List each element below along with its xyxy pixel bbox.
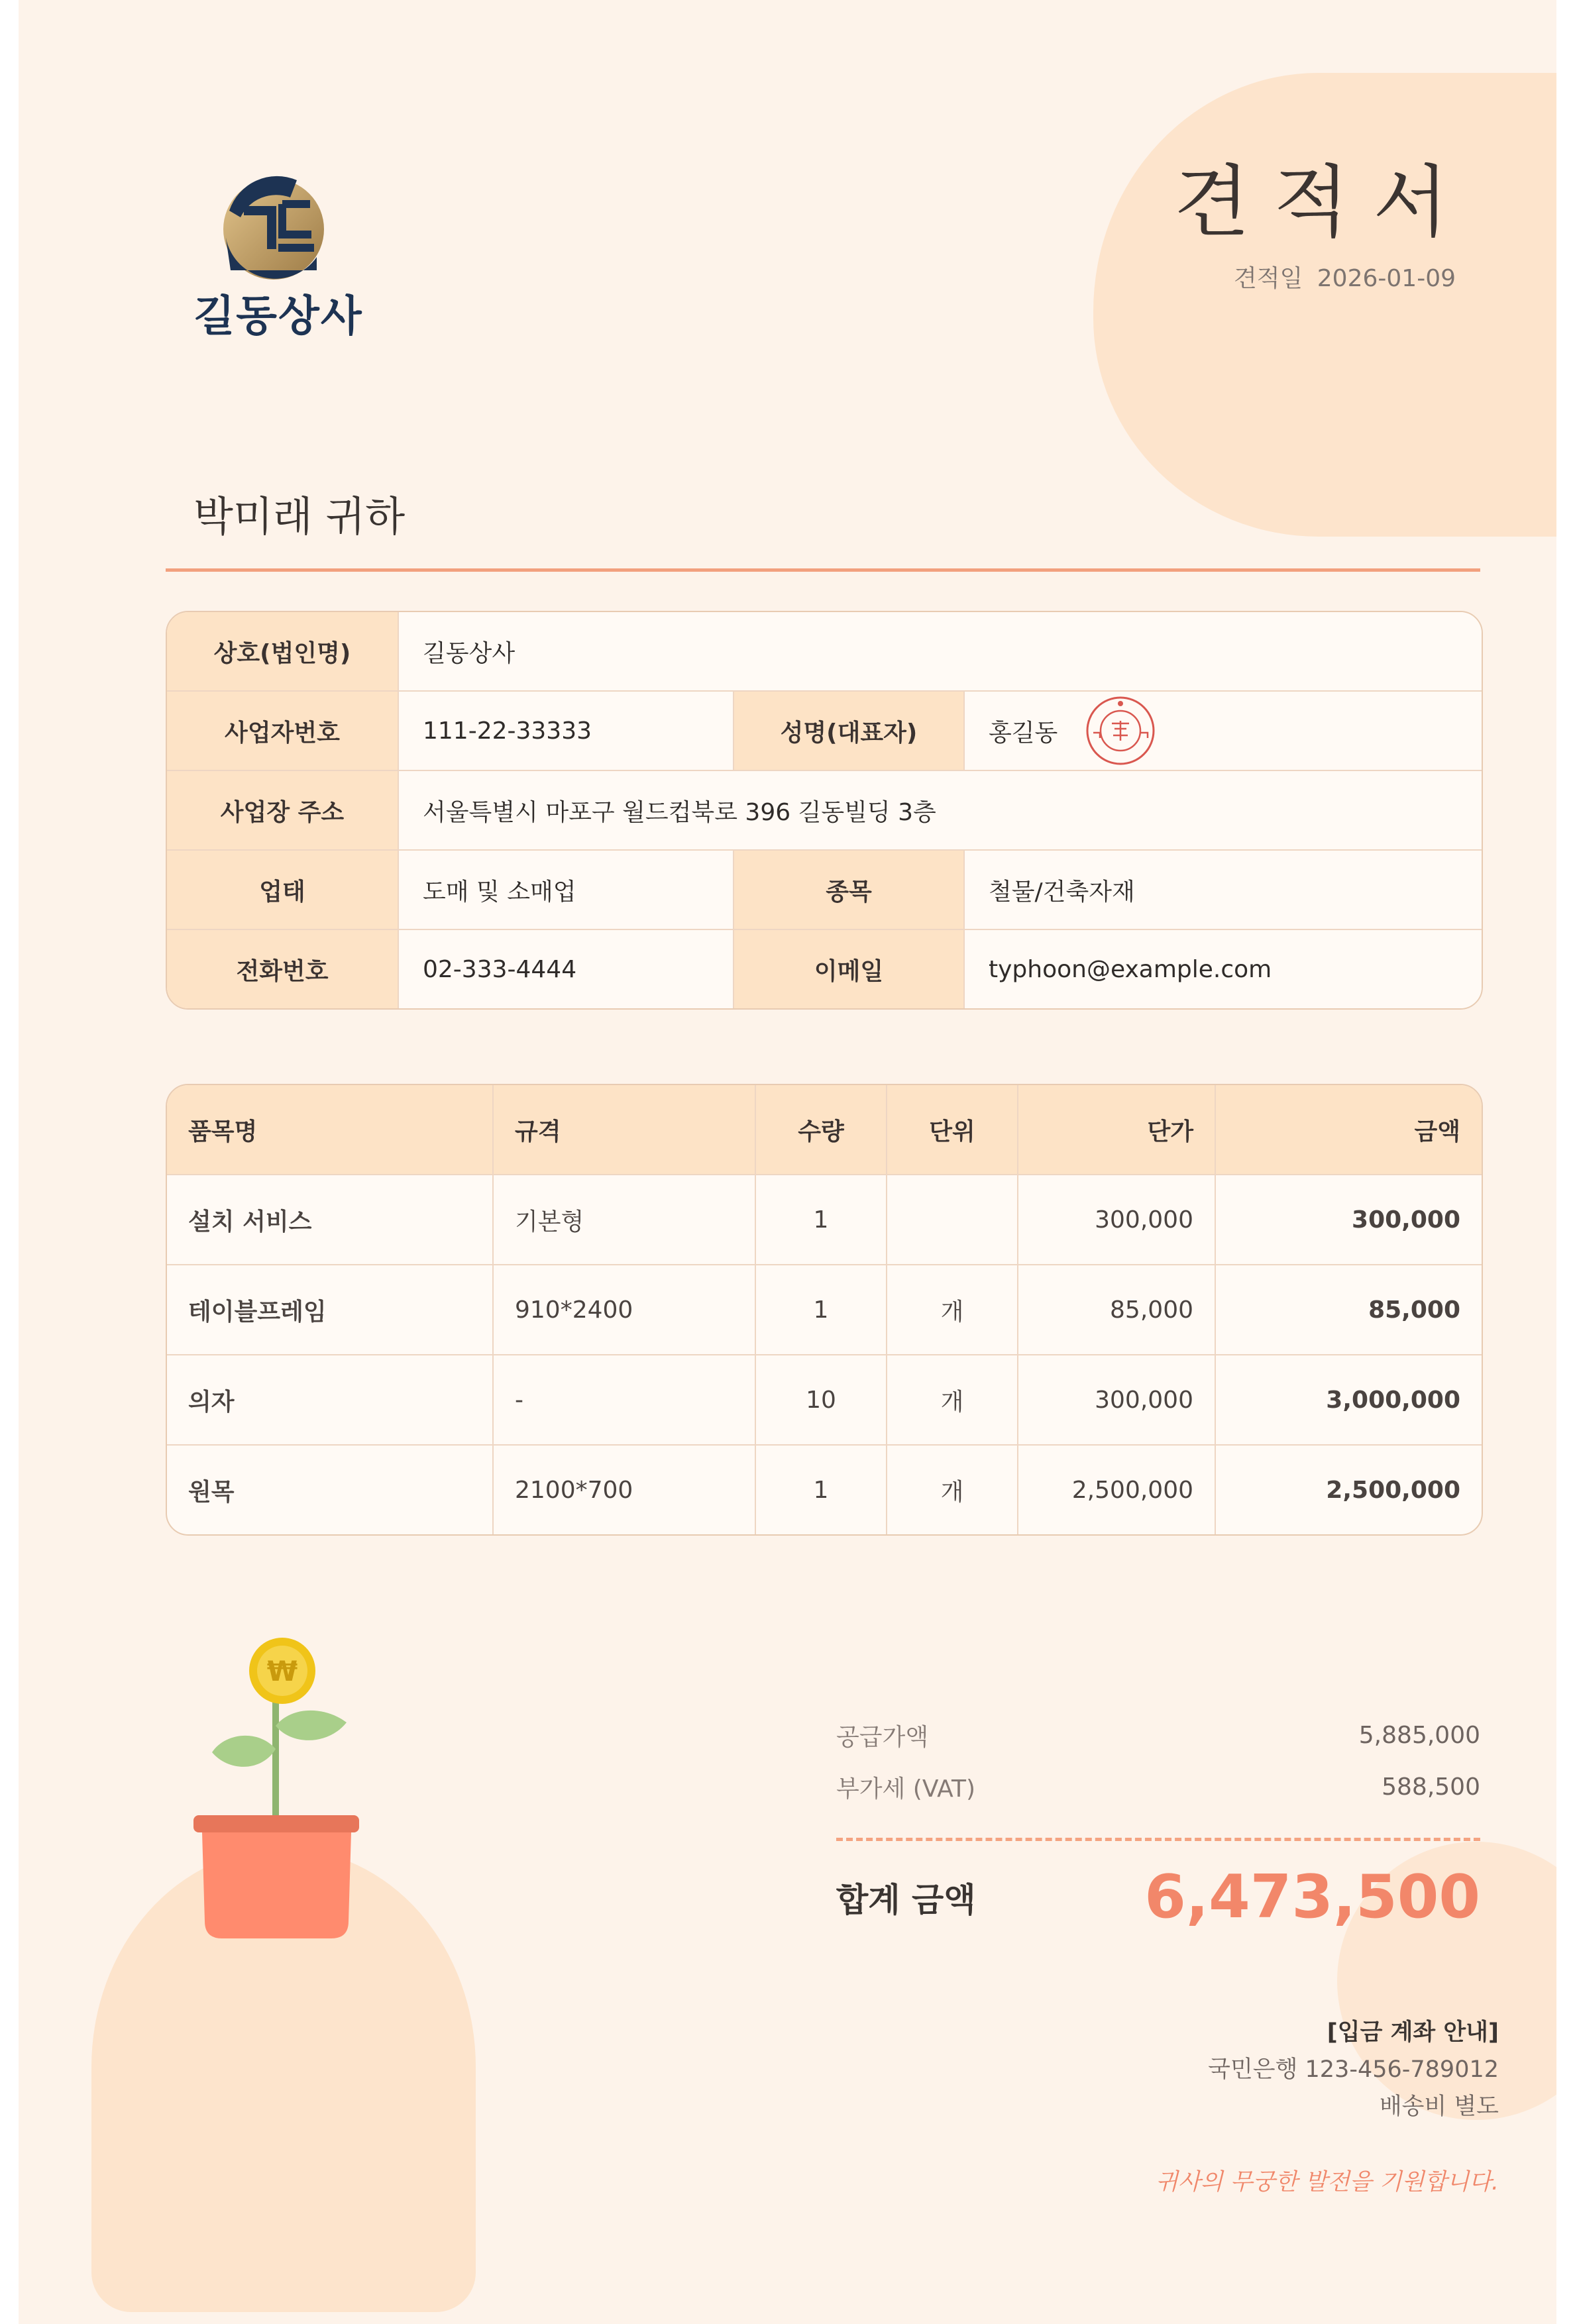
- total-value: 6,473,500: [1144, 1862, 1480, 1932]
- bank-account: 국민은행 123-456-789012: [1208, 2056, 1499, 2083]
- biz-type-label: 업태: [167, 851, 399, 929]
- email-value: typhoon@example.com: [965, 930, 1482, 1008]
- col-header-spec: 규격: [493, 1085, 755, 1175]
- biz-item-label: 종목: [734, 851, 965, 929]
- vat-label: 부가세 (VAT): [836, 1775, 976, 1803]
- shipping-note: 배송비 별도: [1379, 2093, 1499, 2120]
- item-qty: 1: [755, 1265, 887, 1355]
- table-row: [167, 1265, 1482, 1355]
- phone-label: 전화번호: [167, 930, 399, 1008]
- bank-heading: [입금 계좌 안내]: [1327, 2019, 1499, 2046]
- logo-mark-icon: [217, 171, 330, 284]
- rep-value: 홍길동: [989, 719, 1058, 747]
- item-price: 2,500,000: [1018, 1445, 1215, 1534]
- trade-name-label: 상호(법인명): [167, 612, 399, 690]
- col-header-price: 단가: [1018, 1085, 1215, 1175]
- item-name: 원목: [167, 1445, 493, 1534]
- info-row: [167, 851, 1482, 930]
- table-row: [167, 1175, 1482, 1265]
- item-unit: 개: [887, 1445, 1018, 1534]
- supplier-info-table: [166, 611, 1483, 1010]
- item-price: 85,000: [1018, 1265, 1215, 1355]
- item-qty: 1: [755, 1445, 887, 1534]
- item-spec: 기본형: [493, 1175, 755, 1265]
- total-row: [836, 1862, 1480, 1932]
- item-spec: -: [493, 1355, 755, 1445]
- item-spec: 2100*700: [493, 1445, 755, 1534]
- vat-value: 588,500: [1382, 1773, 1480, 1801]
- biz-type-value: 도매 및 소매업: [399, 851, 734, 929]
- item-qty: 1: [755, 1175, 887, 1265]
- info-row: [167, 692, 1482, 771]
- item-spec: 910*2400: [493, 1265, 755, 1355]
- col-header-name: 품목명: [167, 1085, 493, 1175]
- table-row: [167, 1445, 1482, 1534]
- document-title: 견적서: [1174, 156, 1472, 248]
- biz-no-label: 사업자번호: [167, 692, 399, 770]
- svg-text:₩: ₩: [266, 1655, 298, 1687]
- vat-row: [836, 1761, 1480, 1813]
- total-label: 합계 금액: [836, 1880, 976, 1919]
- item-unit: 개: [887, 1265, 1018, 1355]
- rep-label: 성명(대표자): [734, 692, 965, 770]
- quote-date-value: 2026-01-09: [1317, 265, 1456, 292]
- item-unit: [887, 1175, 1018, 1265]
- quote-date: [1234, 260, 1456, 293]
- company-logo-name: 길동상사: [193, 292, 363, 341]
- money-plant-icon: [192, 1636, 371, 1954]
- item-name: 의자: [167, 1355, 493, 1445]
- supply-amount-value: 5,885,000: [1358, 1721, 1480, 1749]
- info-row: [167, 930, 1482, 1008]
- company-seal-icon: [1084, 694, 1157, 767]
- table-row: [167, 1355, 1482, 1445]
- address-label: 사업장 주소: [167, 771, 399, 849]
- col-header-unit: 단위: [887, 1085, 1018, 1175]
- closing-message: 귀사의 무궁한 발전을 기원합니다.: [1156, 2169, 1499, 2195]
- info-row: [167, 771, 1482, 851]
- items-header-row: [167, 1085, 1482, 1175]
- item-price: 300,000: [1018, 1355, 1215, 1445]
- supply-amount-label: 공급가액: [836, 1723, 929, 1751]
- divider: [166, 568, 1480, 572]
- item-qty: 10: [755, 1355, 887, 1445]
- recipient-name: 박미래 귀하: [193, 492, 406, 541]
- item-amount: 85,000: [1215, 1265, 1482, 1355]
- item-name: 테이블프레임: [167, 1265, 493, 1355]
- item-amount: 3,000,000: [1215, 1355, 1482, 1445]
- item-price: 300,000: [1018, 1175, 1215, 1265]
- item-name: 설치 서비스: [167, 1175, 493, 1265]
- item-unit: 개: [887, 1355, 1018, 1445]
- email-label: 이메일: [734, 930, 965, 1008]
- col-header-qty: 수량: [755, 1085, 887, 1175]
- bank-info: [1208, 2014, 1499, 2125]
- trade-name-value: 길동상사: [399, 612, 1482, 690]
- rep-cell: [965, 692, 1482, 770]
- col-header-amount: 금액: [1215, 1085, 1482, 1175]
- item-amount: 2,500,000: [1326, 1476, 1460, 1504]
- biz-no-value: 111-22-33333: [399, 692, 734, 770]
- items-table: [166, 1084, 1483, 1536]
- quote-date-label: 견적일: [1234, 265, 1303, 292]
- item-amount: 300,000: [1215, 1175, 1482, 1265]
- supply-amount-row: [836, 1709, 1480, 1761]
- address-value: 서울특별시 마포구 월드컵북로 396 길동빌딩 3층: [399, 771, 1482, 849]
- phone-value: 02-333-4444: [399, 930, 734, 1008]
- summary-divider: [836, 1838, 1480, 1841]
- company-logo: [166, 171, 391, 350]
- price-summary: [836, 1709, 1480, 1932]
- info-row: [167, 612, 1482, 692]
- biz-item-value: 철물/건축자재: [965, 851, 1482, 929]
